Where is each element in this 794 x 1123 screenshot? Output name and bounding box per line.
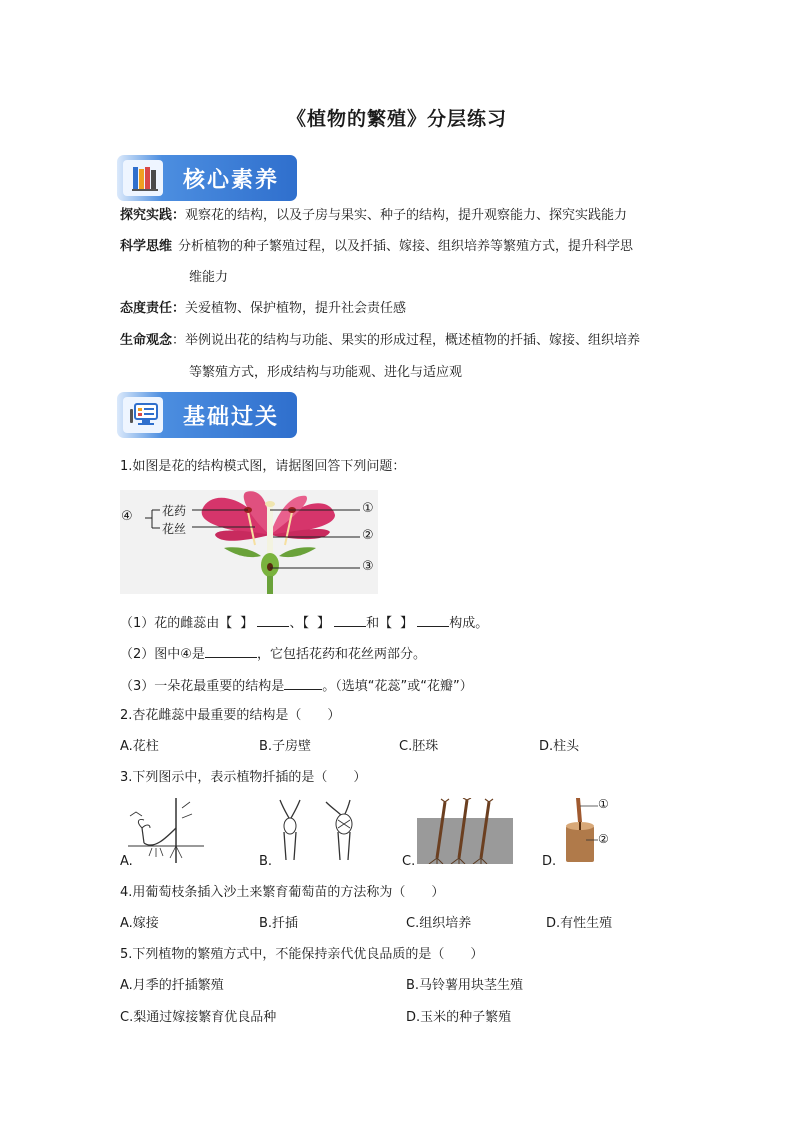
q5-option-d[interactable]: D.玉米的种子繁殖	[406, 1010, 512, 1025]
label-number-4: ④	[121, 509, 133, 524]
literacy-text: 分析植物的种子繁殖过程，以及扦插、嫁接、组织培养等繁殖方式，提升科学思	[178, 239, 634, 254]
literacy-label: 态度责任：	[120, 301, 186, 316]
literacy-text: 关爱植物、保护植物，提升社会责任感	[185, 301, 407, 316]
literacy-item	[120, 300, 406, 318]
literacy-text: ：举例说出花的结构与功能、果实的形成过程，概述植物的扦插、嫁接、组织培养	[172, 333, 641, 348]
text: 】	[316, 616, 330, 631]
q5-option-b[interactable]: B.马铃薯用块茎生殖	[406, 978, 524, 993]
answer-blank[interactable]	[417, 613, 449, 627]
text: 构成。	[449, 616, 489, 631]
question-3-stem: 3.下列图示中，表示植物扦插的是（ ）	[120, 770, 367, 785]
text: 。（选填“花蕊”或“花瓣”）	[322, 679, 473, 694]
section-banner-core	[117, 155, 297, 205]
graft-label-1: ①	[598, 797, 609, 811]
text: 和【	[366, 616, 393, 631]
label-number-1: ①	[362, 501, 374, 516]
q3-option-d[interactable]: D.	[542, 854, 557, 869]
books-icon	[131, 164, 159, 192]
literacy-continuation: 维能力	[189, 270, 229, 285]
q2-option-b[interactable]: B.子房壁	[259, 739, 312, 754]
q3-option-a[interactable]: A.	[120, 854, 133, 869]
literacy-item	[120, 238, 633, 256]
q4-option-b[interactable]: B.扦插	[259, 916, 299, 931]
question-1-sub-2	[120, 644, 426, 664]
literacy-item	[120, 332, 640, 350]
text: （2）图中④是	[120, 647, 205, 662]
text: 】	[240, 616, 254, 631]
section-heading: 基础过关	[183, 405, 280, 430]
text: ，它包括花药和花丝两部分。	[256, 647, 426, 662]
q3-option-c[interactable]: C.	[402, 854, 416, 869]
question-2-stem: 2.杏花雌蕊中最重要的结构是（ ）	[120, 708, 341, 723]
literacy-continuation: 等繁殖方式，形成结构与功能观、进化与适应观	[189, 365, 463, 380]
q3-option-b[interactable]: B.	[259, 854, 273, 869]
literacy-label: 科学思维	[120, 239, 173, 254]
answer-blank[interactable]	[334, 613, 366, 627]
label-number-2: ②	[362, 528, 374, 543]
q2-option-c[interactable]: C.胚珠	[399, 739, 439, 754]
computer-checklist-icon	[129, 401, 161, 429]
grafting-illustration	[270, 798, 370, 863]
section-banner-basic	[117, 392, 297, 442]
layering-illustration	[126, 798, 206, 863]
q2-option-a[interactable]: A.花柱	[120, 739, 159, 754]
question-1-sub-3	[120, 676, 473, 696]
literacy-label: 探究实践：	[120, 208, 186, 223]
text: 】	[400, 616, 414, 631]
question-4-stem: 4.用葡萄枝条插入沙土来繁育葡萄苗的方法称为（ ）	[120, 885, 445, 900]
literacy-label: 生命观念	[120, 333, 173, 348]
page-title: 《植物的繁殖》分层练习	[286, 108, 507, 130]
answer-blank[interactable]	[284, 676, 322, 690]
text: 、【	[289, 616, 309, 631]
question-1-stem: 1.如图是花的结构模式图，请据图回答下列问题：	[120, 459, 406, 474]
q4-option-d[interactable]: D.有性生殖	[546, 916, 613, 931]
q5-option-c[interactable]: C.梨通过嫁接繁育优良品种	[120, 1010, 277, 1025]
question-5-stem: 5.下列植物的繁殖方式中，不能保持亲代优良品质的是（ ）	[120, 947, 484, 962]
answer-blank[interactable]	[257, 613, 289, 627]
q4-option-c[interactable]: C.组织培养	[406, 916, 472, 931]
label-filament: 花丝	[162, 522, 187, 536]
stump-graft-illustration	[560, 796, 600, 864]
flower-structure-figure	[120, 490, 378, 594]
literacy-text: 观察花的结构，以及子房与果实、种子的结构，提升观察能力、探究实践能力	[185, 208, 628, 223]
text: （1）花的雌蕊由【	[120, 616, 233, 631]
label-number-3: ③	[362, 559, 374, 574]
flower-diagram	[120, 490, 378, 594]
answer-blank[interactable]	[205, 644, 257, 658]
cutting-illustration	[417, 798, 513, 864]
text: （3）一朵花最重要的结构是	[120, 679, 285, 694]
graft-label-2: ②	[598, 832, 609, 846]
q5-option-a[interactable]: A.月季的扦插繁殖	[120, 978, 224, 993]
section-heading: 核心素养	[183, 168, 280, 193]
q4-option-a[interactable]: A.嫁接	[120, 916, 159, 931]
label-anther: 花药	[162, 504, 187, 518]
question-1-sub-1	[120, 613, 488, 633]
q2-option-d[interactable]: D.柱头	[539, 739, 580, 754]
literacy-item	[120, 207, 627, 225]
